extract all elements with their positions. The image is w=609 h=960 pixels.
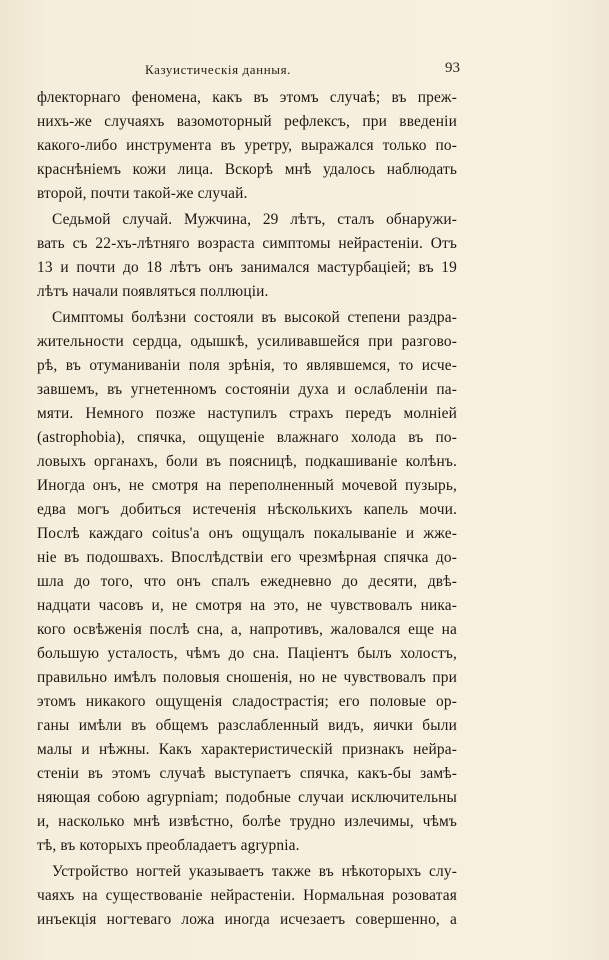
text-line: малы и нѣжны. Какъ характеристическій признакъ нейра-: [37, 741, 457, 758]
text-line: инъекція ногтеваго ложа иногда исчезаетъ совершенно, а: [37, 911, 457, 928]
text-line: ніе въ подошвахъ. Впослѣдствіи его чрезмѣрная спячка до-: [37, 549, 457, 566]
text-line: правильно имѣлъ половыя сношенія, но не чувствовалъ при: [37, 669, 457, 686]
text-line: лѣтъ начали появляться поллюціи.: [37, 283, 269, 300]
text-line: большую усталость, чѣмъ до сна. Паціентъ былъ холостъ,: [37, 645, 457, 662]
text-line: этомъ никакого ощущенія сладострастія; его половые ор-: [37, 693, 457, 710]
text-line: и, насколько мнѣ извѣстно, болѣе трудно излечимы, чѣмъ: [37, 813, 457, 830]
text-line: нихъ-же случаяхъ вазомоторный рефлексъ, при введеніи: [37, 113, 457, 130]
text-line: жительности сердца, одышкѣ, усиливавшейся при разгово-: [37, 333, 457, 350]
text-line: тѣ, въ которыхъ преобладаетъ agrypnia.: [37, 837, 300, 854]
text-line: кого освѣженія послѣ сна, а, напротивъ, жаловался еще на: [37, 621, 457, 638]
text-line: надцати часовъ и, не смотря на это, не чувствовалъ ника-: [37, 597, 457, 614]
text-line: ганы имѣли въ общемъ разслабленный видъ, яички были: [37, 717, 457, 734]
text-line: Симптомы болѣзни состояли въ высокой степени раздра-: [52, 309, 457, 326]
text-line: Послѣ каждаго coitus'а онъ ощущалъ покалываніе и жже-: [37, 525, 457, 542]
text-line: Устройство ногтей указываетъ также въ нѣкоторыхъ слу-: [52, 863, 457, 880]
text-line: (astrophobia), спячка, ощущеніе влажнаго холода въ по-: [37, 429, 457, 446]
text-line: шла до того, что онъ спалъ ежедневно до десяти, двѣ-: [37, 573, 457, 590]
text-line: стеніи въ этомъ случаѣ выступаетъ спячка, какъ-бы замѣ-: [37, 765, 457, 782]
text-line: рѣ, въ отуманиваніи поля зрѣнія, то являвшемся, то исче-: [37, 357, 457, 374]
page-number: 93: [445, 60, 460, 76]
running-head: Казуистическія данныя.: [145, 62, 292, 77]
text-line: няющая собою agrypniam; подобные случаи исключительны: [37, 789, 457, 806]
text-line: Седьмой случай. Мужчина, 29 лѣтъ, сталъ обнаружи-: [52, 211, 457, 228]
text-line: 13 и почти до 18 лѣтъ онъ занимался мастурбаціей; въ 19: [37, 259, 457, 276]
text-line: чаяхъ на существованіе нейрастеніи. Нормальная розоватая: [37, 887, 457, 904]
text-line: второй, почти такой-же случай.: [37, 185, 248, 202]
text-line: вать съ 22-хъ-лѣтняго возраста симптомы нейрастеніи. Отъ: [37, 235, 457, 252]
text-line: какого-либо инструмента въ уретру, выражался только по-: [37, 137, 457, 154]
text-line: едва могъ добиться истеченія нѣсколькихъ капель мочи.: [37, 501, 457, 518]
text-line: флекторнаго феномена, какъ въ этомъ случаѣ; въ преж-: [37, 89, 457, 106]
text-line: Иногда онъ, не смотря на переполненный мочевой пузырь,: [37, 477, 457, 494]
page-header: [0, 62, 609, 82]
text-line: ловыхъ органахъ, боли въ поясницѣ, подкашиваніе колѣнъ.: [37, 453, 457, 470]
text-line: мяти. Немного позже наступилъ страхъ передъ молніей: [37, 405, 457, 422]
text-line: завшемъ, въ угнетенномъ состояніи духа и ослабленіи па-: [37, 381, 457, 398]
text-line: краснѣніемъ кожи лица. Вскорѣ мнѣ удалось наблюдать: [37, 161, 457, 178]
